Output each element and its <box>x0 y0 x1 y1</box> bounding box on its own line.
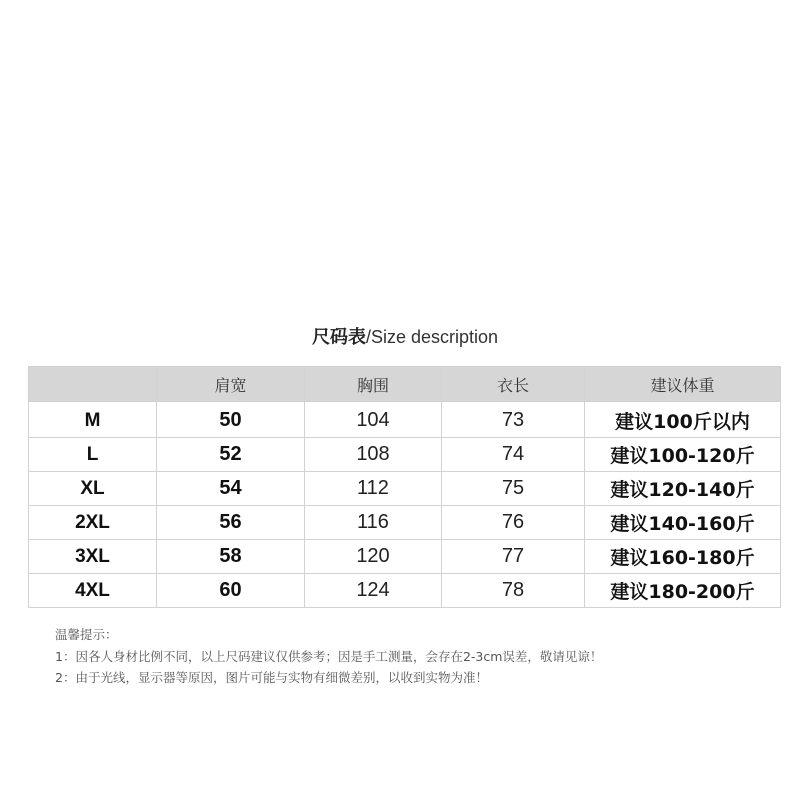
table-row <box>29 438 781 472</box>
length-cell: 77 <box>442 540 585 574</box>
chart-title-en: /Size description <box>365 327 499 347</box>
header-weight: 建议体重 <box>585 367 781 402</box>
table-row <box>29 540 781 574</box>
header-chest: 胸围 <box>305 367 442 402</box>
note-item: 2：由于光线，显示器等原因，图片可能与实物有细微差别，以收到实物为准！ <box>55 670 488 685</box>
shoulder-cell: 52 <box>157 438 305 472</box>
chest-cell: 104 <box>305 402 442 438</box>
shoulder-cell: 58 <box>157 540 305 574</box>
shoulder-cell: 56 <box>157 506 305 540</box>
header-size <box>29 367 157 402</box>
header-shoulder: 肩宽 <box>157 367 305 402</box>
notes-heading: 温馨提示： <box>55 627 118 642</box>
header-length: 衣长 <box>442 367 585 402</box>
chest-cell: 120 <box>305 540 442 574</box>
table-row <box>29 506 781 540</box>
chest-cell: 112 <box>305 472 442 506</box>
length-cell: 73 <box>442 402 585 438</box>
size-cell: 4XL <box>29 574 157 608</box>
notes <box>55 624 602 689</box>
chart-title <box>0 323 810 349</box>
table-row <box>29 402 781 438</box>
table-row <box>29 472 781 506</box>
table-header-row <box>29 367 781 402</box>
chest-cell: 124 <box>305 574 442 608</box>
weight-cell: 建议140-160斤 <box>585 506 781 540</box>
size-cell: M <box>29 402 157 438</box>
weight-cell: 建议100斤以内 <box>585 402 781 438</box>
size-cell: 3XL <box>29 540 157 574</box>
shoulder-cell: 54 <box>157 472 305 506</box>
weight-cell: 建议100-120斤 <box>585 438 781 472</box>
length-cell: 76 <box>442 506 585 540</box>
table-row <box>29 574 781 608</box>
size-cell: 2XL <box>29 506 157 540</box>
shoulder-cell: 50 <box>157 402 305 438</box>
weight-cell: 建议160-180斤 <box>585 540 781 574</box>
length-cell: 75 <box>442 472 585 506</box>
size-table <box>28 366 781 608</box>
shoulder-cell: 60 <box>157 574 305 608</box>
length-cell: 78 <box>442 574 585 608</box>
weight-cell: 建议180-200斤 <box>585 574 781 608</box>
chest-cell: 108 <box>305 438 442 472</box>
size-cell: L <box>29 438 157 472</box>
weight-cell: 建议120-140斤 <box>585 472 781 506</box>
chest-cell: 116 <box>305 506 442 540</box>
length-cell: 74 <box>442 438 585 472</box>
chart-title-cn: 尺码表 <box>311 327 366 348</box>
size-cell: XL <box>29 472 157 506</box>
note-item: 1：因各人身材比例不同，以上尺码建议仅供参考；因是手工测量，会存在2-3cm误差，敬请见谅！ <box>55 648 603 664</box>
